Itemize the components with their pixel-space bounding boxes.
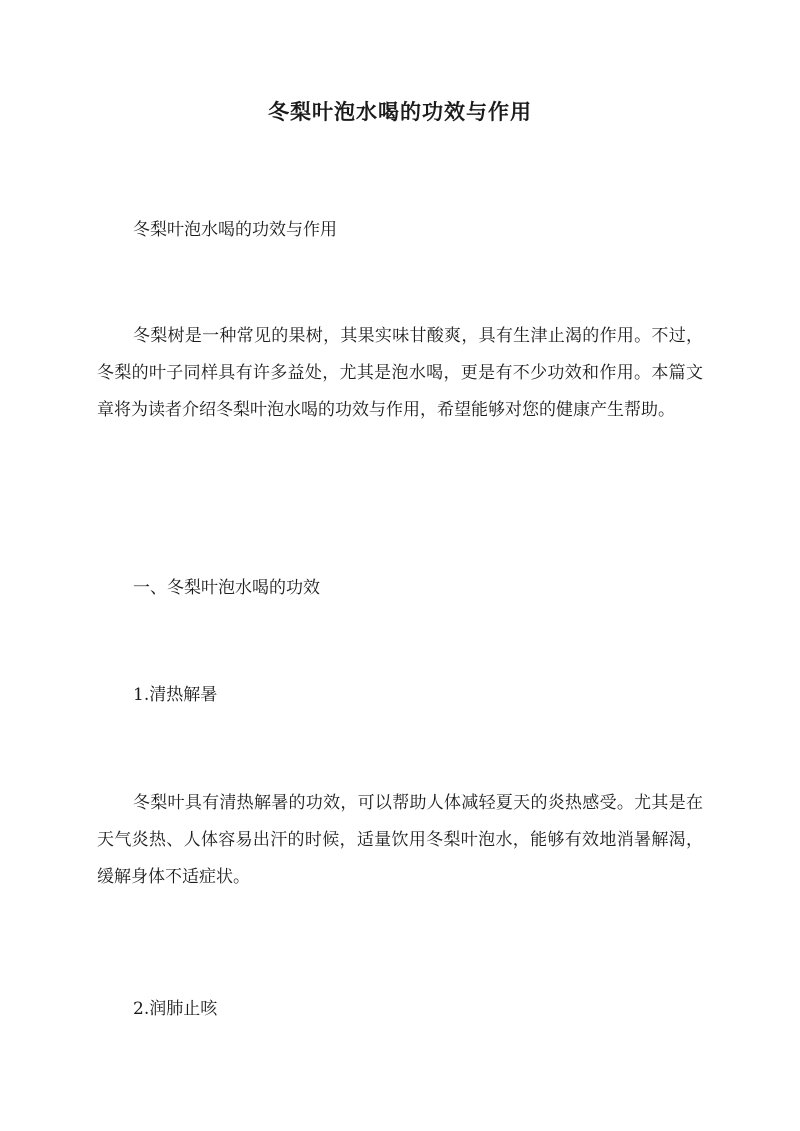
item-paragraph-clear-heat: 冬梨叶具有清热解暑的功效，可以帮助人体减轻夏天的炎热感受。尤其是在天气炎热、人体容易出汗的时候，适量饮用冬梨叶泡水，能够有效地消暑解渴，缓解身体不适症状。	[97, 793, 703, 887]
item-heading-clear-heat: 1.清热解暑	[133, 685, 218, 705]
item-heading-moisten-lung: 2.润肺止咳	[133, 999, 218, 1019]
document-title: 冬梨叶泡水喝的功效与作用	[268, 99, 532, 124]
intro-paragraph: 冬梨树是一种常见的果树，其果实味甘酸爽，具有生津止渴的作用。不过，冬梨的叶子同样具有许多益处，尤其是泡水喝，更是有不少功效和作用。本篇文章将为读者介绍冬梨叶泡水喝的功效与作用，希望能够对您的健康产生帮助。	[97, 326, 703, 420]
section-heading-efficacy: 一、冬梨叶泡水喝的功效	[133, 578, 320, 598]
document-subtitle: 冬梨叶泡水喝的功效与作用	[133, 220, 337, 240]
